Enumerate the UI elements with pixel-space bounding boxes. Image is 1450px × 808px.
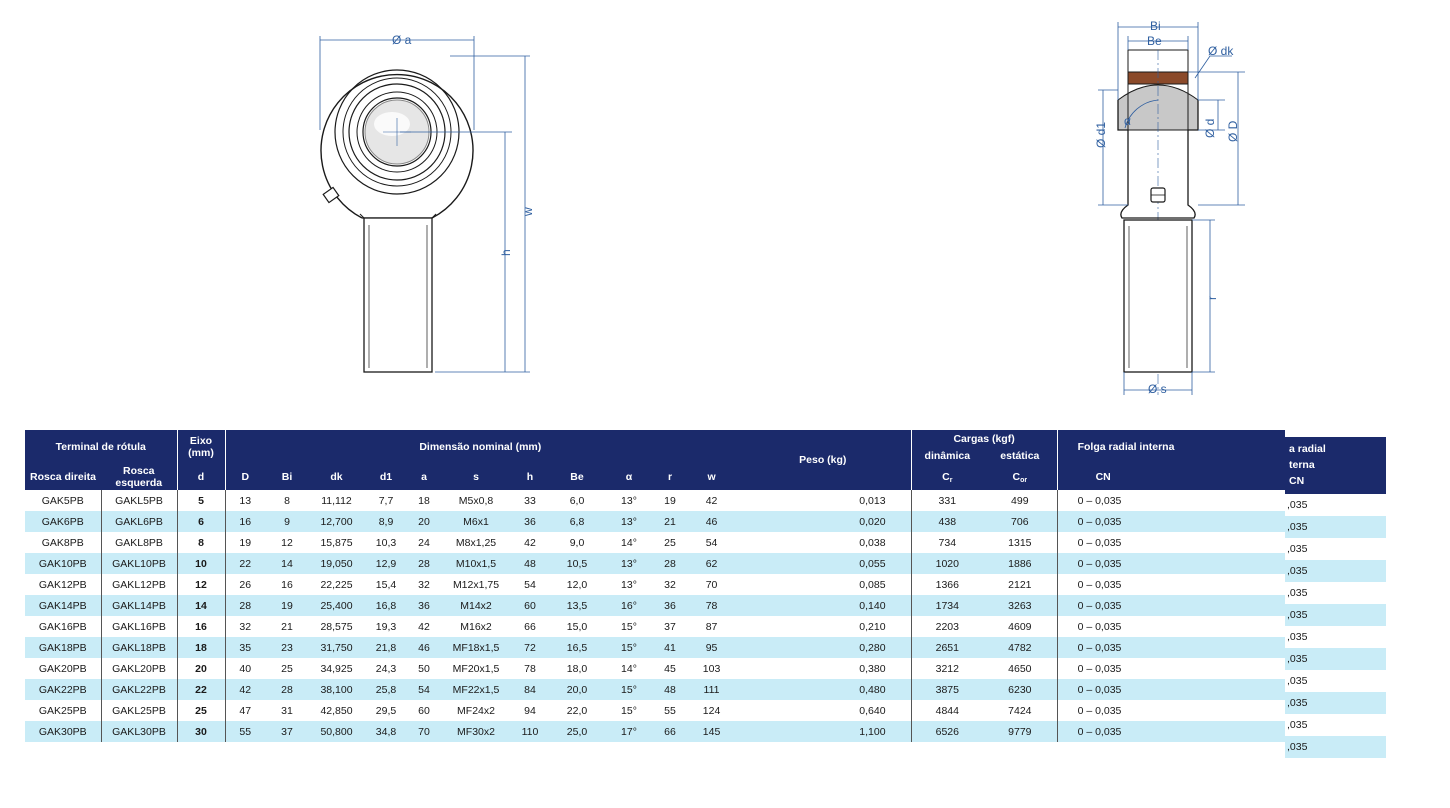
cell-folga: 0 – 0,035 xyxy=(1057,679,1285,700)
cell-peso: 0,210 xyxy=(859,620,886,633)
cell-peso: 0,085 xyxy=(859,578,886,591)
cell-cr: 3875 xyxy=(911,679,983,700)
header-col-s: s xyxy=(440,464,512,490)
cell-D: 40 xyxy=(225,658,265,679)
header-cor: $C_{or}$ xyxy=(983,464,1057,490)
cell-a: 20 xyxy=(408,511,440,532)
cell-eixo-d: 22 xyxy=(177,679,225,700)
cell-alpha: 13° xyxy=(621,578,637,591)
cell-a: 28 xyxy=(408,553,440,574)
header-cargas: Cargas (kgf) xyxy=(911,430,1057,448)
cell-alpha: 14° xyxy=(621,536,637,549)
cell-eixo-d: 8 xyxy=(177,532,225,553)
cell-D: 35 xyxy=(225,637,265,658)
dim-a-label: Ø a xyxy=(392,33,412,47)
cell-alpha: 13° xyxy=(606,553,652,574)
cell-peso: 0,640 xyxy=(859,704,886,717)
cell-D: 42 xyxy=(225,679,265,700)
cell-Be: 16,5 xyxy=(548,637,606,658)
cell-s: M12x1,75 xyxy=(452,578,500,591)
header-dimensao: Dimensão nominal (mm) xyxy=(225,430,735,464)
cell-cor: 706 xyxy=(983,511,1057,532)
strip-row: ,035 xyxy=(1285,604,1386,626)
cell-s: M6x1 xyxy=(440,511,512,532)
cell-cor: 9779 xyxy=(983,721,1057,742)
cell-h: 36 xyxy=(512,511,548,532)
cell-Be: 13,5 xyxy=(548,595,606,616)
cell-w: 95 xyxy=(688,637,735,658)
cell-s: MF18x1,5 xyxy=(440,637,512,658)
cell-h: 66 xyxy=(524,620,536,633)
cell-Be: 10,5 xyxy=(548,553,606,574)
cell-r: 21 xyxy=(652,511,688,532)
cell-alpha: 17° xyxy=(606,721,652,742)
cell-Be: 25,0 xyxy=(548,721,606,742)
cell-w: 124 xyxy=(702,704,721,717)
header-col-a: a xyxy=(408,464,440,490)
cell-alpha: 16° xyxy=(606,595,652,616)
cell-folga: 0 – 0,035 xyxy=(1057,490,1285,511)
cell-r: 19 xyxy=(664,494,676,507)
dim-dk-label: Ø dk xyxy=(1208,44,1234,58)
header-col-Be: Be xyxy=(548,464,606,490)
cell-D: 32 xyxy=(225,616,265,637)
dim-h-label: h xyxy=(499,249,513,256)
cell-Bi: 28 xyxy=(265,679,309,700)
cell-rosca-direita: GAK30PB xyxy=(25,721,101,742)
cell-Bi: 12 xyxy=(281,536,293,549)
cell-s: M8x1,25 xyxy=(455,536,497,549)
cell-cr: 438 xyxy=(911,511,983,532)
cell-Be: 6,8 xyxy=(548,511,606,532)
cell-rosca-esquerda: GAKL16PB xyxy=(101,616,177,637)
cell-d1: 7,7 xyxy=(378,494,394,507)
cell-folga: 0 – 0,035 xyxy=(1057,553,1285,574)
cell-d1: 15,4 xyxy=(375,578,397,591)
cell-w: 78 xyxy=(688,595,735,616)
cell-Be: 6,0 xyxy=(569,494,585,507)
strip-row: ,035 xyxy=(1287,543,1308,555)
cell-rosca-esquerda: GAKL18PB xyxy=(101,637,177,658)
strip-rows xyxy=(1285,494,1386,758)
cell-eixo-d: 6 xyxy=(177,511,225,532)
cell-rosca-esquerda: GAKL12PB xyxy=(101,574,177,595)
overflow-column-strip xyxy=(1285,437,1386,758)
cell-D: 16 xyxy=(225,511,265,532)
cell-d1: 16,8 xyxy=(364,595,408,616)
table-row xyxy=(25,511,1285,532)
strip-header xyxy=(1285,437,1386,494)
cell-Be: 15,0 xyxy=(566,620,588,633)
strip-row: ,035 xyxy=(1285,516,1386,538)
cell-Bi: 31 xyxy=(281,704,293,717)
table-row xyxy=(25,658,1285,679)
cell-s: M14x2 xyxy=(440,595,512,616)
cell-w: 46 xyxy=(688,511,735,532)
cell-eixo-d: 16 xyxy=(177,616,225,637)
header-col-alpha: α xyxy=(606,464,652,490)
table-row xyxy=(25,700,1285,721)
cell-rosca-esquerda: GAKL22PB xyxy=(101,679,177,700)
header-terminal: Terminal de rótula xyxy=(25,430,177,464)
strip-row: ,035 xyxy=(1285,648,1386,670)
cell-s: M10x1,5 xyxy=(440,553,512,574)
header-col-w: w xyxy=(688,464,735,490)
cell-d1: 10,3 xyxy=(375,536,397,549)
cell-d1: 24,3 xyxy=(375,662,397,675)
cell-d1: 25,8 xyxy=(364,679,408,700)
cell-a: 54 xyxy=(408,679,440,700)
cell-s: MF24x2 xyxy=(457,704,495,717)
cell-d1: 12,9 xyxy=(364,553,408,574)
dim-be-label: Be xyxy=(1147,34,1162,48)
cell-rosca-direita: GAK14PB xyxy=(25,595,101,616)
cell-D: 28 xyxy=(225,595,265,616)
table-body xyxy=(25,490,1285,742)
cell-r: 36 xyxy=(652,595,688,616)
cell-cor: 2121 xyxy=(1008,578,1032,591)
strip-header-line-3: CN xyxy=(1289,475,1305,487)
cell-a: 36 xyxy=(408,595,440,616)
cell-r: 48 xyxy=(652,679,688,700)
dim-r-label: r xyxy=(1205,296,1219,300)
cell-Bi: 23 xyxy=(265,637,309,658)
cell-D: 47 xyxy=(225,700,265,721)
cell-a: 70 xyxy=(408,721,440,742)
cell-r: 37 xyxy=(664,620,676,633)
cell-dk: 34,925 xyxy=(320,662,353,675)
header-eixo-d: d xyxy=(177,464,225,490)
cell-rosca-direita: GAK10PB xyxy=(25,553,101,574)
cell-s: MF30x2 xyxy=(440,721,512,742)
header-col-h: h xyxy=(512,464,548,490)
cell-d1: 21,8 xyxy=(364,637,408,658)
cell-cor: 7424 xyxy=(1008,704,1032,717)
cell-alpha: 13° xyxy=(621,494,637,507)
strip-row: ,035 xyxy=(1285,736,1386,758)
cell-dk: 25,400 xyxy=(309,595,364,616)
cell-h: 42 xyxy=(524,536,536,549)
cell-rosca-direita: GAK22PB xyxy=(25,679,101,700)
cell-w: 70 xyxy=(705,578,718,591)
table-row xyxy=(25,679,1285,700)
cell-peso: 0,038 xyxy=(859,536,886,549)
cell-Be: 12,0 xyxy=(566,578,588,591)
cell-eixo-d: 12 xyxy=(177,574,225,595)
cell-Bi: 8 xyxy=(284,494,290,507)
cell-peso: 0,280 xyxy=(735,637,911,658)
cell-D: 13 xyxy=(225,490,265,511)
dim-d-label: Ø d xyxy=(1203,118,1217,138)
cell-cor: 4782 xyxy=(983,637,1057,658)
cell-w: 145 xyxy=(688,721,735,742)
cell-peso: 0,380 xyxy=(859,662,886,675)
cell-s: MF22x1,5 xyxy=(440,679,512,700)
cell-Bi: 9 xyxy=(265,511,309,532)
cell-h: 84 xyxy=(512,679,548,700)
cell-rosca-direita: GAK25PB xyxy=(38,704,87,717)
strip-row: ,035 xyxy=(1287,499,1308,511)
cell-cr: 1020 xyxy=(911,553,983,574)
side-view-drawing xyxy=(1118,50,1198,395)
cell-r: 25 xyxy=(664,536,676,549)
cell-s: MF20x1,5 xyxy=(452,662,500,675)
cell-cr: 1366 xyxy=(911,574,983,595)
cell-h: 54 xyxy=(524,578,536,591)
cell-alpha: 15° xyxy=(621,620,637,633)
cell-w: 87 xyxy=(705,620,718,633)
cell-dk: 12,700 xyxy=(309,511,364,532)
table-row xyxy=(25,616,1285,637)
cell-folga: 0 – 0,035 xyxy=(1057,637,1285,658)
cell-cr: 4844 xyxy=(911,700,983,721)
cell-cor: 499 xyxy=(1011,494,1029,507)
cell-cr: 2203 xyxy=(911,616,983,637)
cell-dk: 11,112 xyxy=(321,494,352,507)
cell-rosca-direita: GAK5PB xyxy=(41,494,84,507)
cell-rosca-esquerda: GAKL8PB xyxy=(101,532,177,553)
cell-rosca-direita: GAK16PB xyxy=(38,620,87,633)
cell-D: 22 xyxy=(225,553,265,574)
cell-r: 66 xyxy=(652,721,688,742)
cell-folga: 0 – 0,035 xyxy=(1057,511,1285,532)
header-col-r: r xyxy=(652,464,688,490)
cell-cr: 3212 xyxy=(911,658,983,679)
dim-s-label: Ø s xyxy=(1148,382,1167,396)
cell-a: 50 xyxy=(418,662,430,675)
cell-cr: 734 xyxy=(911,532,983,553)
dim-D-label: Ø D xyxy=(1226,120,1240,142)
strip-row: ,035 xyxy=(1287,631,1308,643)
header-col-D: D xyxy=(225,464,265,490)
cell-rosca-direita: GAK6PB xyxy=(25,511,101,532)
table-row xyxy=(25,490,1285,511)
cell-cor: 1886 xyxy=(983,553,1057,574)
cell-alpha: 14° xyxy=(621,662,637,675)
cell-folga: 0 – 0,035 xyxy=(1057,616,1285,637)
table-row xyxy=(25,595,1285,616)
cell-a: 42 xyxy=(418,620,430,633)
cell-D: 55 xyxy=(225,721,265,742)
cell-r: 55 xyxy=(664,704,676,717)
cell-alpha: 15° xyxy=(621,704,637,717)
cell-eixo-d: 5 xyxy=(177,490,225,511)
header-dinamica: dinâmica xyxy=(911,448,983,464)
cell-Be: 20,0 xyxy=(548,679,606,700)
header-rosca-direita: Rosca direita xyxy=(25,464,101,490)
cell-r: 45 xyxy=(664,662,676,675)
cell-rosca-esquerda: GAKL30PB xyxy=(101,721,177,742)
cell-a: 32 xyxy=(418,578,430,591)
cell-dk: 22,225 xyxy=(320,578,353,591)
dim-bi-label: Bi xyxy=(1150,19,1161,33)
cell-cor: 3263 xyxy=(983,595,1057,616)
cell-Bi: 14 xyxy=(265,553,309,574)
cell-Be: 22,0 xyxy=(566,704,588,717)
cell-a: 46 xyxy=(408,637,440,658)
header-col-d1: d1 xyxy=(364,464,408,490)
cell-Be: 18,0 xyxy=(566,662,588,675)
cell-w: 54 xyxy=(705,536,718,549)
cell-eixo-d: 30 xyxy=(177,721,225,742)
cell-a: 18 xyxy=(418,494,430,507)
strip-row: ,035 xyxy=(1285,692,1386,714)
cell-eixo-d: 14 xyxy=(177,595,225,616)
cell-rosca-direita: GAK8PB xyxy=(41,536,84,549)
cell-dk: 15,875 xyxy=(320,536,353,549)
header-folga-cn: CN xyxy=(1057,464,1285,490)
cell-cr: 6526 xyxy=(911,721,983,742)
cell-d1: 8,9 xyxy=(364,511,408,532)
cell-w: 111 xyxy=(688,679,735,700)
dim-w-label: w xyxy=(521,207,535,216)
cell-h: 60 xyxy=(512,595,548,616)
strip-header-line-1: a radial xyxy=(1289,443,1326,455)
cell-cr: 331 xyxy=(911,490,983,511)
cell-cor: 4609 xyxy=(1008,620,1032,633)
table-row xyxy=(25,553,1285,574)
cell-d1: 29,5 xyxy=(375,704,397,717)
cell-folga: 0 – 0,035 xyxy=(1057,721,1285,742)
cell-Bi: 25 xyxy=(281,662,293,675)
cell-a: 24 xyxy=(418,536,430,549)
front-view-drawing xyxy=(321,70,473,372)
cell-peso: 0,055 xyxy=(735,553,911,574)
cell-eixo-d: 10 xyxy=(177,553,225,574)
table-row xyxy=(25,637,1285,658)
specification-table xyxy=(25,430,1285,742)
header-peso: Peso (kg) xyxy=(735,430,911,490)
cell-rosca-direita: GAK20PB xyxy=(38,662,87,675)
header-col-dk: dk xyxy=(309,464,364,490)
cell-dk: 50,800 xyxy=(309,721,364,742)
cell-folga: 0 – 0,035 xyxy=(1057,658,1285,679)
cell-h: 72 xyxy=(512,637,548,658)
cell-dk: 42,850 xyxy=(320,704,353,717)
table-row xyxy=(25,532,1285,553)
cell-w: 62 xyxy=(688,553,735,574)
cell-rosca-esquerda: GAKL20PB xyxy=(101,658,177,679)
cell-Bi: 16 xyxy=(281,578,293,591)
cell-r: 28 xyxy=(652,553,688,574)
cell-eixo-d: 25 xyxy=(177,700,225,721)
cell-r: 41 xyxy=(652,637,688,658)
cell-h: 78 xyxy=(524,662,536,675)
header-rosca-esquerda: Rosca esquerda xyxy=(101,464,177,490)
cell-D: 26 xyxy=(225,574,265,595)
cell-rosca-direita: GAK18PB xyxy=(25,637,101,658)
cell-alpha: 15° xyxy=(606,637,652,658)
cell-rosca-direita: GAK12PB xyxy=(38,578,87,591)
cell-Be: 9,0 xyxy=(569,536,585,549)
cell-h: 48 xyxy=(512,553,548,574)
cell-alpha: 13° xyxy=(606,511,652,532)
cell-dk: 38,100 xyxy=(309,679,364,700)
cell-rosca-esquerda: GAKL5PB xyxy=(101,490,177,511)
cell-alpha: 15° xyxy=(606,679,652,700)
strip-row: ,035 xyxy=(1287,719,1308,731)
cell-rosca-esquerda: GAKL6PB xyxy=(101,511,177,532)
cell-Bi: 37 xyxy=(265,721,309,742)
header-estatica: estática xyxy=(983,448,1057,464)
cell-cr: 2651 xyxy=(911,637,983,658)
cell-folga: 0 – 0,035 xyxy=(1057,574,1285,595)
cell-peso: 0,020 xyxy=(735,511,911,532)
cell-rosca-esquerda: GAKL14PB xyxy=(101,595,177,616)
cell-rosca-esquerda: GAKL25PB xyxy=(101,700,177,721)
cell-Bi: 21 xyxy=(281,620,293,633)
table-row xyxy=(25,574,1285,595)
cell-dk: 19,050 xyxy=(309,553,364,574)
cell-cor: 6230 xyxy=(983,679,1057,700)
table-row xyxy=(25,721,1285,742)
header-eixo: Eixo (mm) xyxy=(177,430,225,464)
cell-folga: 0 – 0,035 xyxy=(1057,532,1285,553)
cell-peso: 0,013 xyxy=(859,494,886,507)
strip-row: ,035 xyxy=(1287,587,1308,599)
cell-folga: 0 – 0,035 xyxy=(1057,700,1285,721)
cell-eixo-d: 18 xyxy=(177,637,225,658)
cell-cor: 1315 xyxy=(1008,536,1032,549)
cell-D: 19 xyxy=(225,532,265,553)
cell-s: M5x0,8 xyxy=(458,494,494,507)
cell-peso: 0,480 xyxy=(735,679,911,700)
cell-r: 32 xyxy=(664,578,676,591)
header-cr: $C_r$ xyxy=(911,464,983,490)
cell-cor: 4650 xyxy=(1008,662,1032,675)
cell-h: 33 xyxy=(524,494,536,507)
strip-row: ,035 xyxy=(1287,675,1308,687)
cell-d1: 34,8 xyxy=(364,721,408,742)
strip-row: ,035 xyxy=(1285,560,1386,582)
cell-cr: 1734 xyxy=(911,595,983,616)
cell-rosca-esquerda: GAKL10PB xyxy=(101,553,177,574)
cell-w: 103 xyxy=(702,662,721,675)
header-folga: Folga radial interna xyxy=(1057,430,1285,464)
dim-d1-label: Ø d1 xyxy=(1094,121,1108,148)
cell-a: 60 xyxy=(418,704,430,717)
cell-Bi: 19 xyxy=(265,595,309,616)
cell-w: 42 xyxy=(705,494,718,507)
cell-dk: 28,575 xyxy=(320,620,353,633)
dim-alpha-label: α xyxy=(1124,114,1131,128)
cell-folga: 0 – 0,035 xyxy=(1057,595,1285,616)
cell-s: M16x2 xyxy=(460,620,492,633)
cell-dk: 31,750 xyxy=(309,637,364,658)
cell-eixo-d: 20 xyxy=(177,658,225,679)
header-col-Bi: Bi xyxy=(265,464,309,490)
cell-d1: 19,3 xyxy=(375,620,397,633)
cell-h: 110 xyxy=(512,721,548,742)
cell-peso: 0,140 xyxy=(735,595,911,616)
cell-peso: 1,100 xyxy=(735,721,911,742)
cell-h: 94 xyxy=(524,704,536,717)
strip-header-line-2: terna xyxy=(1289,459,1315,471)
